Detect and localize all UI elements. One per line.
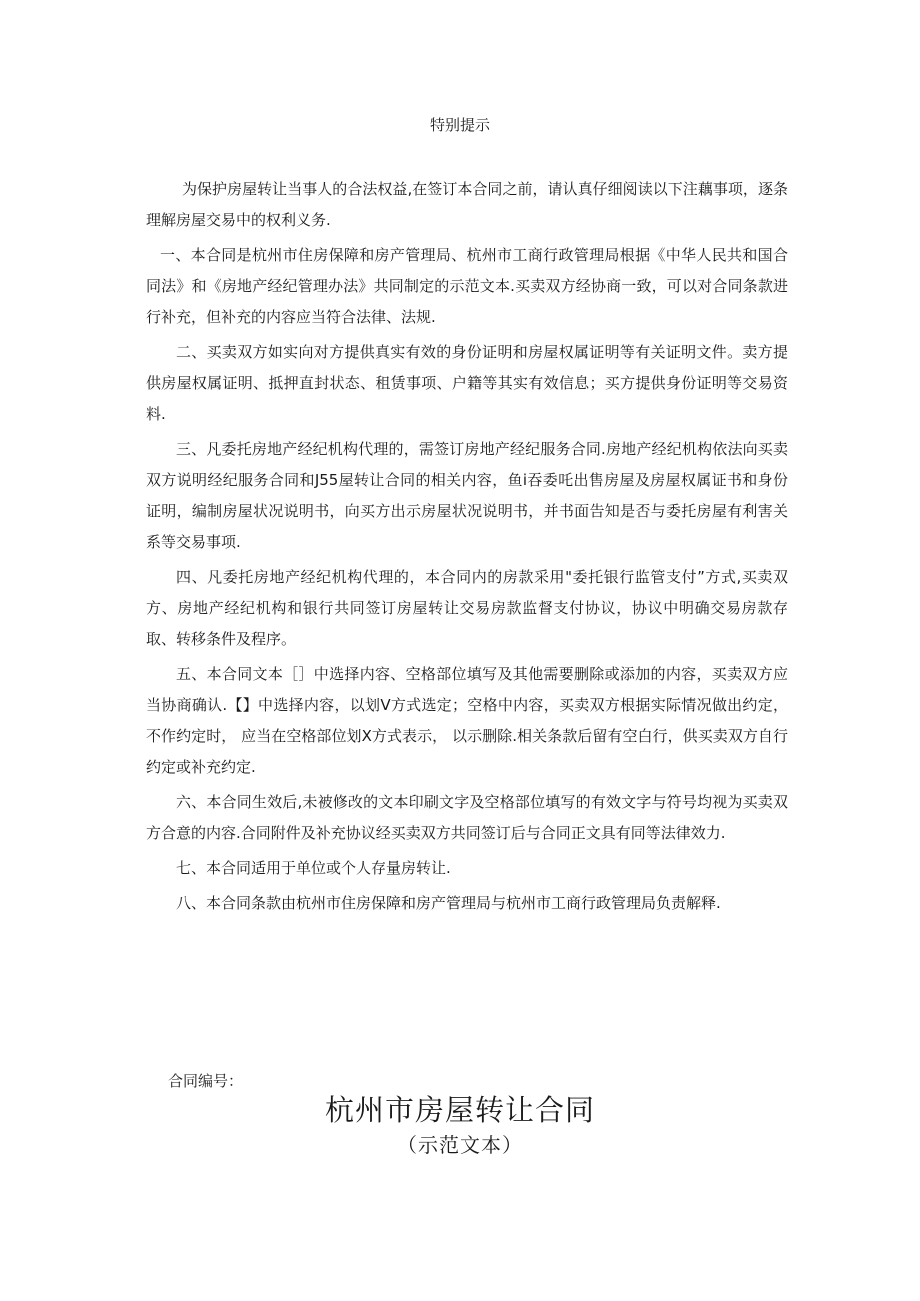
contract-subtitle: （示范文本）	[397, 1133, 523, 1157]
notice-paragraph-1: 一、本合同是杭州市住房保障和房产管理局、杭州市工商行政管理局根据《中华人民共和国合同法》和《房地产经纪管理办法》共同制定的示范文本.买卖双方经协商一致，可以对合同条款进行补充，但补充的内容应当符合法律、法规.	[146, 246, 788, 326]
contract-number-label: 合同编号：	[168, 1072, 244, 1090]
notice-title: 特别提示	[429, 116, 490, 134]
notice-paragraph-3: 三、凡委托房地产经纪机构代理的，需签订房地产经纪服务合同.房地产经纪机构依法向买卖双方说明经纪服务合同和J55屋转让合同的相关内容，鱼i吞委吒出售房屋及房屋权属证书和身份证明，编制房屋状况说明书，向买方出示房屋状况说明书，并书面告知是否与委托房屋有利害关系等交易事项.	[146, 440, 788, 551]
notice-paragraph-5: 五、本合同文本［］中选择内容、空格部位填写及其他需要删除或添加的内容，买卖双方应当协商确认.【】中选择内容，以划V方式选定；空格中内容，买卖双方根据实际情况做出约定， 不作约定时， 应当在空格部位划X方式表示， 以示删除.相关条款后留有空白行，供买卖双方自行约定或补充约定.	[146, 665, 788, 776]
notice-paragraph-6: 六、本合同生效后,未被修改的文本印刷文字及空格部位填写的有效文字与符号均视为买卖双方合意的内容.合同附件及补充协议经买卖双方共同签订后与合同正文具有同等法律效力.	[146, 793, 788, 842]
notice-body	[146, 174, 788, 923]
contract-title: 杭州市房屋转让合同	[324, 1093, 595, 1127]
notice-paragraph-4: 四、凡委托房地产经纪机构代理的，本合同内的房款采用"委托银行监管支付”方式,买卖双方、房地产经纪机构和银行共同签订房屋转让交易房款监督支付协议，协议中明确交易房款存取、转移条件及程序。	[146, 568, 788, 648]
notice-paragraph-intro: 为保护房屋转让当事人的合法权益,在签订本合同之前，请认真仔细阅读以下注藕事项，逐条理解房屋交易中的权利义务.	[146, 180, 788, 229]
notice-paragraph-2: 二、买卖双方如实向对方提供真实有效的身份证明和房屋权属证明等有关证明文件。卖方提供房屋权属证明、抵押直封状态、租赁事项、户籍等其实有效信息；买方提供身份证明等交易资料.	[146, 343, 788, 423]
notice-paragraph-7: 七、本合同适用于单位或个人存量房转让.	[176, 859, 451, 877]
notice-paragraph-8: 八、本合同条款由杭州市住房保障和房产管理局与杭州市工商行政管理局负责解释.	[176, 894, 721, 912]
